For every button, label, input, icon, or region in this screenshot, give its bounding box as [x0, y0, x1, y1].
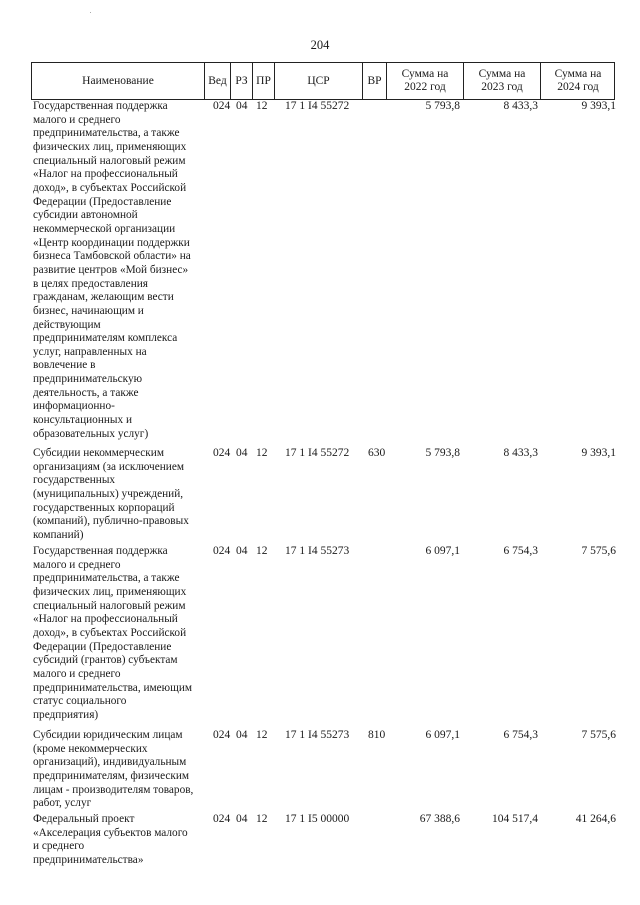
table-header: [31, 62, 615, 100]
row-ved: 024: [213, 545, 231, 557]
row-rz: 04: [236, 729, 248, 741]
row-csr: 17 1 I4 55272: [285, 100, 350, 112]
row-csr: 17 1 I5 00000: [285, 813, 350, 825]
row-sum-2022: 5 793,8: [425, 447, 460, 459]
row-name: Государственная поддержка малого и среднего предпринимательства, а также физических лиц, применяющих специальный налоговый режим «Налог на профессиональный доход», в субъектах Российской Федерации (Предоставление субсидий (грантов) субъектам малого и среднего предпринимательства, имеющим статус социального предприятия): [33, 545, 193, 721]
row-sum-2024: 41 264,6: [575, 813, 616, 825]
row-sum-2023: 6 754,3: [503, 729, 538, 741]
header-name: Наименование: [82, 74, 154, 87]
row-sum-2024: 9 393,1: [581, 447, 616, 459]
row-ved: 024: [213, 729, 231, 741]
row-sum-2023: 8 433,3: [503, 447, 538, 459]
row-sum-2024: 9 393,1: [581, 100, 616, 112]
row-csr: 17 1 I4 55273: [285, 545, 350, 557]
header-rz: РЗ: [230, 63, 252, 99]
header-csr: ЦСР: [274, 63, 362, 99]
row-sum-2022: 5 793,8: [425, 100, 460, 112]
row-pr: 12: [256, 100, 268, 112]
row-pr: 12: [256, 729, 268, 741]
header-sum-2022: Сумма на 2022 год: [386, 63, 463, 99]
row-rz: 04: [236, 545, 248, 557]
row-sum-2023: 104 517,4: [492, 813, 538, 825]
scan-speck: [90, 12, 91, 13]
row-ved: 024: [213, 100, 231, 112]
row-name: Государственная поддержка малого и среднего предпринимательства, а также физических лиц, применяющих специальный налоговый режим «Налог на профессиональный доход», в субъектах Российской Федерации (Предоставление субсидии автономной некоммерческой организации «Центр координации поддержки бизнеса Тамбовской области» на развитие центров «Мой бизнес» в целях предоставления гражданам, желающим вести бизнес, начинающим и действующим предпринимателям комплекса услуг, направленных на вовлечение в предпринимательскую деятельность, а также информационно- консультационных и образовательных услуг): [33, 100, 191, 440]
page-number: 204: [310, 38, 330, 52]
row-pr: 12: [256, 447, 268, 459]
row-sum-2022: 6 097,1: [425, 729, 460, 741]
header-vr: ВР: [362, 63, 386, 99]
row-vr: 810: [368, 729, 386, 741]
row-name: Субсидии юридическим лицам (кроме некоммерческих организаций), индивидуальным предпринимателям, физическим лицам - производителям товаров, работ, услуг: [33, 729, 194, 810]
row-pr: 12: [256, 545, 268, 557]
row-vr: 630: [368, 447, 386, 459]
row-sum-2022: 67 388,6: [419, 813, 460, 825]
row-rz: 04: [236, 100, 248, 112]
row-csr: 17 1 I4 55272: [285, 447, 350, 459]
header-sum-2023: Сумма на 2023 год: [463, 63, 540, 99]
row-csr: 17 1 I4 55273: [285, 729, 350, 741]
row-sum-2022: 6 097,1: [425, 545, 460, 557]
row-ved: 024: [213, 813, 231, 825]
row-rz: 04: [236, 813, 248, 825]
row-pr: 12: [256, 813, 268, 825]
header-pr: ПР: [252, 63, 274, 99]
row-sum-2024: 7 575,6: [581, 545, 616, 557]
row-sum-2024: 7 575,6: [581, 729, 616, 741]
row-name: Субсидии некоммерческим организациям (за исключением государственных (муниципальных) учреждений, государственных корпораций (компаний), публично-правовых компаний): [33, 447, 189, 541]
header-ved: Вед: [204, 63, 230, 99]
row-name: Федеральный проект «Акселерация субъектов малого и среднего предпринимательства»: [33, 813, 188, 866]
row-sum-2023: 6 754,3: [503, 545, 538, 557]
row-ved: 024: [213, 447, 231, 459]
header-sum-2024: Сумма на 2024 год: [540, 63, 615, 99]
row-sum-2023: 8 433,3: [503, 100, 538, 112]
row-rz: 04: [236, 447, 248, 459]
